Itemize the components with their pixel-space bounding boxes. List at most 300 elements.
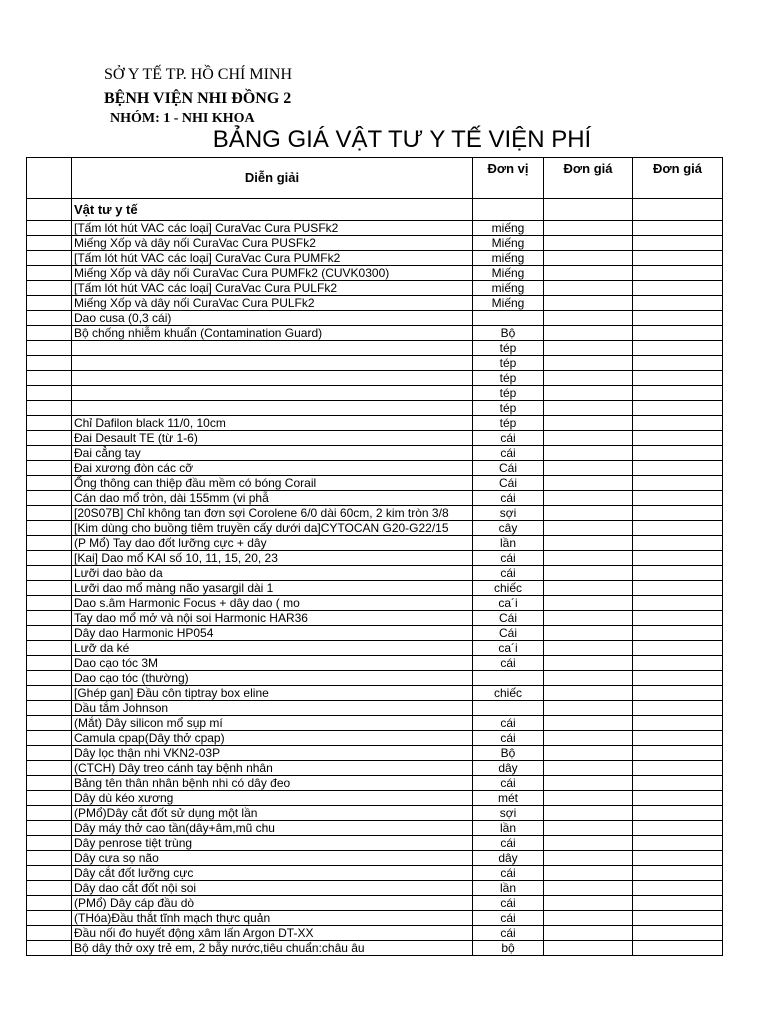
item-price-2 xyxy=(633,371,723,386)
table-row xyxy=(27,491,723,506)
table-row xyxy=(27,536,723,551)
item-description xyxy=(72,356,473,371)
table-row xyxy=(27,221,723,236)
item-unit: Miếng xyxy=(473,296,544,311)
item-price-2 xyxy=(633,821,723,836)
item-description: Dao cạo tóc (thường) xyxy=(72,671,473,686)
row-index-cell xyxy=(27,731,72,746)
row-index-cell xyxy=(27,431,72,446)
item-price-2 xyxy=(633,296,723,311)
table-header-row xyxy=(27,158,723,199)
item-unit: lần xyxy=(473,881,544,896)
item-description: Dao s.âm Harmonic Focus + dây dao ( mo xyxy=(72,596,473,611)
item-price-2 xyxy=(633,536,723,551)
item-price xyxy=(544,596,633,611)
table-row xyxy=(27,596,723,611)
item-description: (PMổ)Dây cắt đốt sử dụng một lần xyxy=(72,806,473,821)
item-unit: lần xyxy=(473,821,544,836)
table-row xyxy=(27,626,723,641)
row-index-cell xyxy=(27,401,72,416)
table-row xyxy=(27,701,723,716)
row-index-cell xyxy=(27,566,72,581)
item-description: Dây máy thở cao tần(dây+âm,mũ chu xyxy=(72,821,473,836)
item-unit: tép xyxy=(473,401,544,416)
item-price-2 xyxy=(633,641,723,656)
item-unit: tép xyxy=(473,416,544,431)
item-description: Dây cưa sọ não xyxy=(72,851,473,866)
row-index-cell xyxy=(27,506,72,521)
item-price-2 xyxy=(633,281,723,296)
item-unit: cái xyxy=(473,731,544,746)
row-index-cell xyxy=(27,671,72,686)
item-unit: ca´i xyxy=(473,596,544,611)
price-table xyxy=(26,157,723,956)
item-price-2 xyxy=(633,461,723,476)
item-price xyxy=(544,776,633,791)
row-index-cell xyxy=(27,776,72,791)
item-price-2 xyxy=(633,611,723,626)
item-description: Lưỡi dao mổ màng não yasargil dài 1 xyxy=(72,581,473,596)
row-index-cell xyxy=(27,581,72,596)
row-index-cell xyxy=(27,356,72,371)
table-row xyxy=(27,401,723,416)
table-row xyxy=(27,836,723,851)
row-index-cell xyxy=(27,536,72,551)
item-price xyxy=(544,431,633,446)
item-price-2 xyxy=(633,731,723,746)
table-row xyxy=(27,806,723,821)
item-description xyxy=(72,386,473,401)
item-unit: tép xyxy=(473,356,544,371)
row-index-cell xyxy=(27,296,72,311)
item-unit: miếng xyxy=(473,221,544,236)
item-unit: cái xyxy=(473,656,544,671)
item-price xyxy=(544,746,633,761)
item-price-2 xyxy=(633,266,723,281)
row-index-cell xyxy=(27,416,72,431)
row-index-cell xyxy=(27,326,72,341)
item-price-2 xyxy=(633,911,723,926)
item-price xyxy=(544,611,633,626)
table-row xyxy=(27,431,723,446)
item-unit: Cái xyxy=(473,476,544,491)
item-description: Camula cpap(Dây thở cpap) xyxy=(72,731,473,746)
group-name: NHÓM: 1 - NHI KHOA xyxy=(110,111,255,126)
item-unit: cái xyxy=(473,866,544,881)
item-description: Dầu tắm Johnson xyxy=(72,701,473,716)
row-index-cell xyxy=(27,806,72,821)
item-description: Miếng Xốp và dây nối CuraVac Cura PUMFk2 (CUVK0300) xyxy=(72,266,473,281)
item-description: (P Mổ) Tay dao đốt lưỡng cực + dây xyxy=(72,536,473,551)
item-unit xyxy=(473,671,544,686)
unit-column-header: Đơn vị xyxy=(473,158,544,199)
price-column-header-2: Đơn giá xyxy=(633,158,723,199)
item-price xyxy=(544,896,633,911)
row-index-cell xyxy=(27,866,72,881)
table-row xyxy=(27,851,723,866)
table-row xyxy=(27,281,723,296)
item-description: [20S07B] Chỉ không tan đơn sợi Corolene 6/0 dài 60cm, 2 kim tròn 3/8 xyxy=(72,506,473,521)
item-description: Chỉ Dafilon black 11/0, 10cm xyxy=(72,416,473,431)
page-title: BẢNG GIÁ VẬT TƯ Y TẾ VIỆN PHÍ xyxy=(212,126,592,153)
item-price xyxy=(544,236,633,251)
department-name: SỞ Y TẾ TP. HỒ CHÍ MINH xyxy=(104,66,293,83)
row-index-cell xyxy=(27,476,72,491)
item-price-2 xyxy=(633,881,723,896)
item-price xyxy=(544,671,633,686)
item-unit: tép xyxy=(473,341,544,356)
table-row xyxy=(27,566,723,581)
item-price-2 xyxy=(633,446,723,461)
item-price-2 xyxy=(633,836,723,851)
item-unit: Bộ xyxy=(473,746,544,761)
item-price-2 xyxy=(633,656,723,671)
item-unit: cây xyxy=(473,521,544,536)
item-description: [Tấm lót hút VAC các loại] CuraVac Cura PUMFk2 xyxy=(72,251,473,266)
row-index-cell xyxy=(27,491,72,506)
item-unit: bộ xyxy=(473,941,544,956)
item-price-2 xyxy=(633,776,723,791)
item-unit: Bộ xyxy=(473,326,544,341)
table-row xyxy=(27,746,723,761)
row-index-cell xyxy=(27,251,72,266)
item-price-2 xyxy=(633,761,723,776)
table-row xyxy=(27,416,723,431)
item-description: Bảng tên thân nhân bệnh nhi có dây đeo xyxy=(72,776,473,791)
item-unit: miếng xyxy=(473,281,544,296)
item-description xyxy=(72,371,473,386)
table-row xyxy=(27,716,723,731)
row-index-cell xyxy=(27,836,72,851)
item-description: Lưỡ da ké xyxy=(72,641,473,656)
item-price-2 xyxy=(633,686,723,701)
table-row xyxy=(27,386,723,401)
item-price xyxy=(544,686,633,701)
item-price-2 xyxy=(633,701,723,716)
item-unit: tép xyxy=(473,386,544,401)
item-price-2 xyxy=(633,596,723,611)
item-price xyxy=(544,266,633,281)
table-row xyxy=(27,611,723,626)
table-row xyxy=(27,776,723,791)
item-price xyxy=(544,566,633,581)
item-description: Dây cắt đốt lưỡng cực xyxy=(72,866,473,881)
item-price xyxy=(544,341,633,356)
item-price xyxy=(544,281,633,296)
item-price xyxy=(544,941,633,956)
item-description: Cán dao mổ tròn, dài 155mm (vi phẫ xyxy=(72,491,473,506)
item-price xyxy=(544,311,633,326)
item-unit: Miếng xyxy=(473,266,544,281)
item-unit: Cái xyxy=(473,461,544,476)
item-description: Đai Desault TE (từ 1-6) xyxy=(72,431,473,446)
row-index-cell xyxy=(27,701,72,716)
item-price-2 xyxy=(633,476,723,491)
item-price-2 xyxy=(633,491,723,506)
row-index-cell xyxy=(27,341,72,356)
item-description: Miếng Xốp và dây nối CuraVac Cura PULFk2 xyxy=(72,296,473,311)
section-unit-cell xyxy=(473,199,544,221)
item-price xyxy=(544,701,633,716)
row-index-cell xyxy=(27,941,72,956)
item-price-2 xyxy=(633,431,723,446)
item-price-2 xyxy=(633,386,723,401)
item-price xyxy=(544,626,633,641)
item-description: [Tấm lót hút VAC các loại] CuraVac Cura PULFk2 xyxy=(72,281,473,296)
row-index-cell xyxy=(27,461,72,476)
item-price xyxy=(544,851,633,866)
item-price-2 xyxy=(633,716,723,731)
item-description: Lưỡi dao bào da xyxy=(72,566,473,581)
item-price xyxy=(544,416,633,431)
item-price xyxy=(544,911,633,926)
item-price-2 xyxy=(633,311,723,326)
item-price xyxy=(544,581,633,596)
item-unit: cái xyxy=(473,566,544,581)
table-row xyxy=(27,896,723,911)
item-price-2 xyxy=(633,401,723,416)
item-unit: cái xyxy=(473,836,544,851)
item-unit: chiếc xyxy=(473,581,544,596)
index-header-cell xyxy=(27,158,72,199)
table-row xyxy=(27,761,723,776)
item-description: (CTCH) Dây treo cánh tay bệnh nhân xyxy=(72,761,473,776)
table-row xyxy=(27,296,723,311)
row-index-cell xyxy=(27,746,72,761)
item-price xyxy=(544,401,633,416)
item-unit: Miếng xyxy=(473,236,544,251)
item-price xyxy=(544,506,633,521)
item-unit: cái xyxy=(473,491,544,506)
item-description: (THóa)Đầu thắt tĩnh mạch thực quản xyxy=(72,911,473,926)
row-index-cell xyxy=(27,281,72,296)
item-price xyxy=(544,536,633,551)
item-price-2 xyxy=(633,521,723,536)
row-index-cell xyxy=(27,446,72,461)
table-row xyxy=(27,926,723,941)
item-description xyxy=(72,341,473,356)
row-index-cell xyxy=(27,221,72,236)
table-row xyxy=(27,671,723,686)
item-price-2 xyxy=(633,581,723,596)
item-description xyxy=(72,401,473,416)
item-price xyxy=(544,296,633,311)
item-unit: mét xyxy=(473,791,544,806)
table-row xyxy=(27,686,723,701)
item-price xyxy=(544,356,633,371)
item-description: Bộ dây thở oxy trẻ em, 2 bẫy nước,tiêu chuẩn:châu âu xyxy=(72,941,473,956)
item-price-2 xyxy=(633,251,723,266)
item-description: Đầu nối đo huyết động xâm lấn Argon DT-XX xyxy=(72,926,473,941)
table-row xyxy=(27,866,723,881)
section-price-cell xyxy=(544,199,633,221)
item-unit: cái xyxy=(473,431,544,446)
row-index-cell xyxy=(27,311,72,326)
table-row xyxy=(27,791,723,806)
row-index-cell xyxy=(27,911,72,926)
item-price-2 xyxy=(633,851,723,866)
row-index-cell xyxy=(27,896,72,911)
table-row xyxy=(27,641,723,656)
item-price-2 xyxy=(633,896,723,911)
item-unit: sợi xyxy=(473,806,544,821)
row-index-cell xyxy=(27,521,72,536)
item-description: Dao cusa (0,3 cái) xyxy=(72,311,473,326)
item-description: Bộ chống nhiễm khuẩn (Contamination Guard) xyxy=(72,326,473,341)
item-description: [Kim dùng cho buồng tiêm truyền cấy dưới da]CYTOCAN G20-G22/15 xyxy=(72,521,473,536)
item-unit: cái xyxy=(473,776,544,791)
row-index-cell xyxy=(27,386,72,401)
item-price-2 xyxy=(633,791,723,806)
table-row xyxy=(27,356,723,371)
table-row xyxy=(27,551,723,566)
item-price xyxy=(544,656,633,671)
item-unit: cái xyxy=(473,926,544,941)
item-price-2 xyxy=(633,506,723,521)
item-unit xyxy=(473,311,544,326)
section-label: Vật tư y tế xyxy=(72,199,473,221)
item-price xyxy=(544,386,633,401)
row-index-cell xyxy=(27,371,72,386)
table-row xyxy=(27,266,723,281)
item-price-2 xyxy=(633,866,723,881)
item-unit: cái xyxy=(473,551,544,566)
table-row xyxy=(27,326,723,341)
table-row xyxy=(27,656,723,671)
row-index-cell xyxy=(27,791,72,806)
price-column-header: Đơn giá xyxy=(544,158,633,199)
item-unit: tép xyxy=(473,371,544,386)
table-row xyxy=(27,341,723,356)
item-unit: chiếc xyxy=(473,686,544,701)
table-row xyxy=(27,941,723,956)
item-price xyxy=(544,731,633,746)
row-index-cell xyxy=(27,551,72,566)
item-description: Dây lọc thận nhi VKN2-03P xyxy=(72,746,473,761)
price-table-body xyxy=(27,158,723,956)
item-price-2 xyxy=(633,926,723,941)
row-index-cell xyxy=(27,761,72,776)
row-index-cell xyxy=(27,611,72,626)
item-description: [Tấm lót hút VAC các loại] CuraVac Cura PUSFk2 xyxy=(72,221,473,236)
item-description: [Ghép gan] Đầu côn tiptray box eline xyxy=(72,686,473,701)
table-row xyxy=(27,311,723,326)
item-price-2 xyxy=(633,356,723,371)
row-index-cell xyxy=(27,236,72,251)
item-price xyxy=(544,371,633,386)
item-price-2 xyxy=(633,221,723,236)
item-description: [Kai] Dao mổ KAI số 10, 11, 15, 20, 23 xyxy=(72,551,473,566)
item-unit: cái xyxy=(473,716,544,731)
item-description: (Mắt) Dây silicon mổ sụp mí xyxy=(72,716,473,731)
item-price-2 xyxy=(633,551,723,566)
row-index-cell xyxy=(27,851,72,866)
table-row xyxy=(27,461,723,476)
item-price xyxy=(544,446,633,461)
section-row xyxy=(27,199,723,221)
row-index-cell xyxy=(27,881,72,896)
item-price xyxy=(544,821,633,836)
row-index-cell xyxy=(27,641,72,656)
item-unit: lần xyxy=(473,536,544,551)
section-price-cell-2 xyxy=(633,199,723,221)
table-row xyxy=(27,251,723,266)
table-row xyxy=(27,881,723,896)
item-unit: dây xyxy=(473,851,544,866)
table-row xyxy=(27,446,723,461)
item-price-2 xyxy=(633,236,723,251)
item-price xyxy=(544,461,633,476)
item-price-2 xyxy=(633,671,723,686)
table-row xyxy=(27,911,723,926)
item-price xyxy=(544,716,633,731)
hospital-name: BỆNH VIỆN NHI ĐỒNG 2 xyxy=(104,90,292,107)
item-price xyxy=(544,326,633,341)
item-unit: cái xyxy=(473,911,544,926)
item-price-2 xyxy=(633,746,723,761)
row-index-cell xyxy=(27,821,72,836)
item-price-2 xyxy=(633,416,723,431)
item-price xyxy=(544,551,633,566)
item-price-2 xyxy=(633,326,723,341)
item-price xyxy=(544,521,633,536)
item-price-2 xyxy=(633,806,723,821)
item-unit: ca´i xyxy=(473,641,544,656)
item-unit: Cái xyxy=(473,626,544,641)
item-description: (PMổ) Dây cáp đầu dò xyxy=(72,896,473,911)
item-description: Ống thông can thiệp đầu mềm có bóng Corail xyxy=(72,476,473,491)
table-row xyxy=(27,476,723,491)
item-price xyxy=(544,806,633,821)
row-index-cell xyxy=(27,686,72,701)
item-unit: sợi xyxy=(473,506,544,521)
item-price xyxy=(544,251,633,266)
item-description: Dây penrose tiệt trùng xyxy=(72,836,473,851)
row-index-cell xyxy=(27,926,72,941)
row-index-cell xyxy=(27,596,72,611)
item-price xyxy=(544,836,633,851)
table-row xyxy=(27,521,723,536)
item-unit: miếng xyxy=(473,251,544,266)
table-row xyxy=(27,731,723,746)
item-description: Dây dao cắt đốt nội soi xyxy=(72,881,473,896)
item-unit: Cái xyxy=(473,611,544,626)
desc-column-header: Diễn giải xyxy=(72,158,473,199)
row-index-cell xyxy=(27,626,72,641)
row-index-cell xyxy=(27,716,72,731)
item-price xyxy=(544,491,633,506)
item-description: Dây dù kéo xương xyxy=(72,791,473,806)
item-price xyxy=(544,761,633,776)
item-price xyxy=(544,881,633,896)
item-description: Tay dao mổ mở và nội soi Harmonic HAR36 xyxy=(72,611,473,626)
item-price xyxy=(544,476,633,491)
item-price-2 xyxy=(633,566,723,581)
item-description: Miếng Xốp và dây nối CuraVac Cura PUSFk2 xyxy=(72,236,473,251)
table-row xyxy=(27,236,723,251)
item-description: Dây dao Harmonic HP054 xyxy=(72,626,473,641)
item-price xyxy=(544,926,633,941)
item-price xyxy=(544,866,633,881)
table-row xyxy=(27,821,723,836)
table-row xyxy=(27,506,723,521)
item-unit: dây xyxy=(473,761,544,776)
item-description: Dao cạo tóc 3M xyxy=(72,656,473,671)
item-unit: cái xyxy=(473,896,544,911)
row-index-cell xyxy=(27,656,72,671)
table-row xyxy=(27,371,723,386)
row-index-cell xyxy=(27,266,72,281)
